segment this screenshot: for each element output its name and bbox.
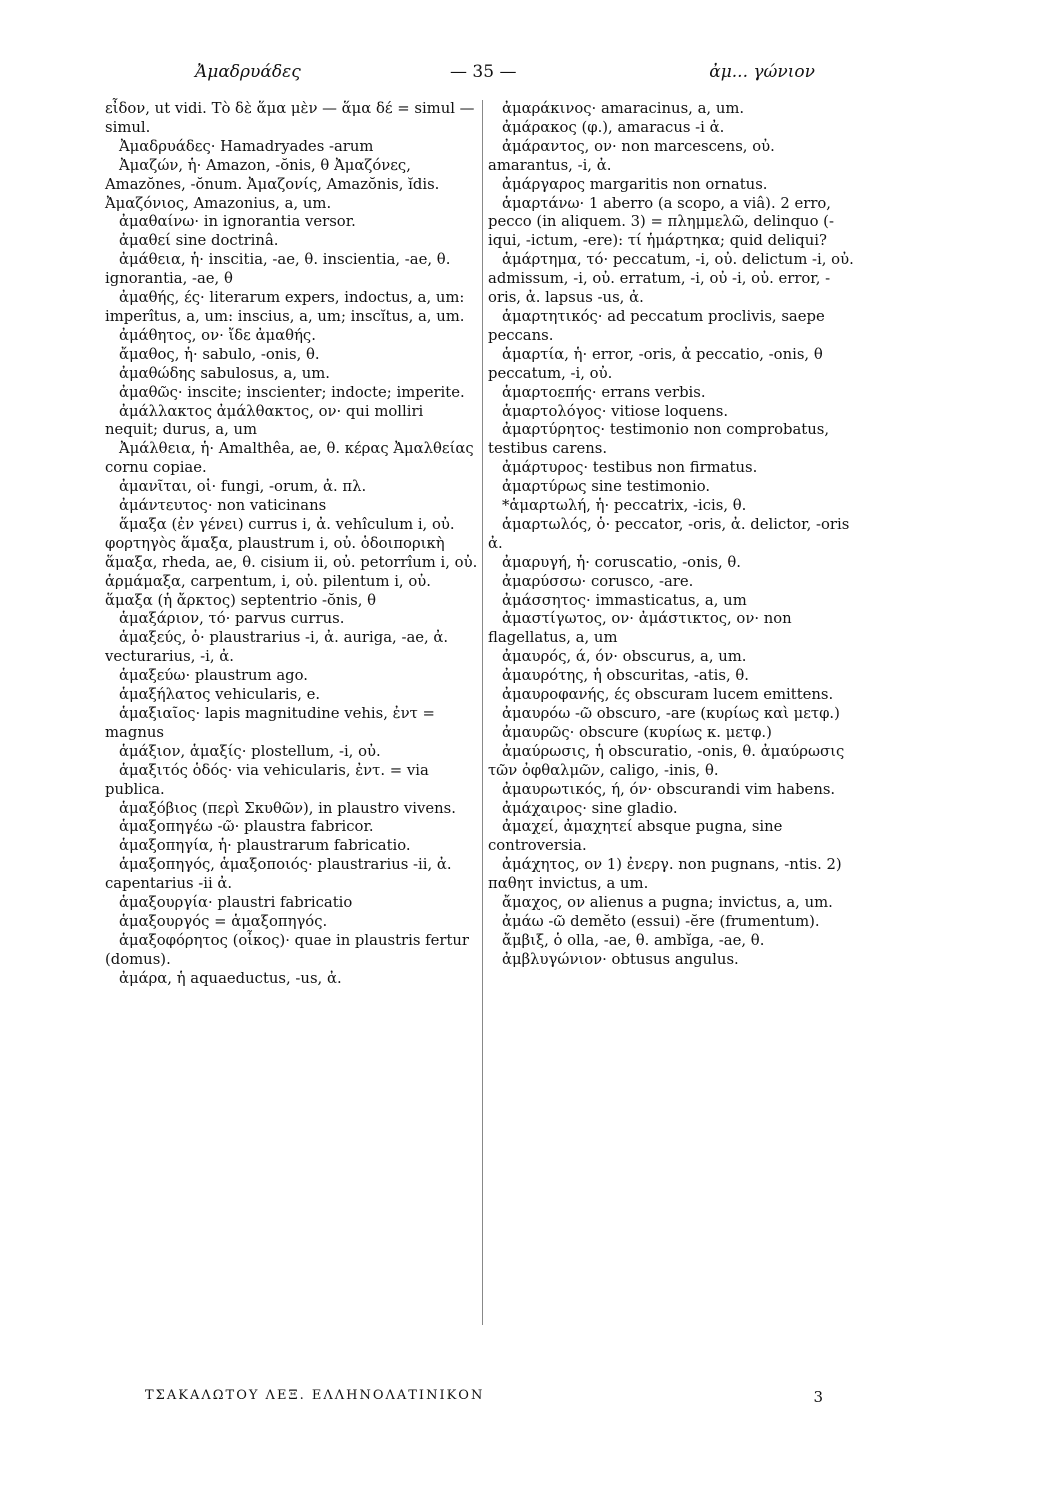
page-number: — 35 — [450, 62, 517, 82]
dictionary-entry: ἀμαθώδης sabulosus, a, um. [119, 364, 331, 382]
dictionary-entry: ἀμαθής, ές· literarum expers, indoctus, a, um: imperîtus, a, um: inscius, a, um; inscĭtus, a, um. [105, 289, 465, 325]
dictionary-entry: ἀμάργαρος margaritis non ornatus. [502, 175, 768, 193]
dictionary-entry: ἀμαθαίνω· in ignorantia versor. [119, 213, 356, 231]
dictionary-entry: ἀμάχαιρος· sine gladio. [502, 799, 678, 817]
dictionary-entry: ἁμάξιον, ἁμαξίς· plostellum, -i, οὐ. [119, 742, 381, 760]
dictionary-entry: ἁμαξόβιος (περὶ Σκυθῶν), in plaustro vivens. [119, 799, 456, 817]
dictionary-entry: ἁμαξουργός = ἁμαξοπηγός. [119, 912, 328, 930]
dictionary-entry: ἁμαξουργία· plaustri fabricatio [119, 894, 353, 912]
dictionary-entry: ἁμαξεύς, ὁ· plaustrarius -i, ἀ. auriga, -ae, ἀ. vecturarius, -i, ἀ. [105, 629, 449, 666]
dictionary-entry: ἁμαρτάνω· 1 aberro (a scopo, a viâ). 2 erro, pecco (in aliquem. 3) = πλημμελῶ, delinquo (-iqui, -ictum, -ere): τί ἡμάρτηκα; quid deliqui? [488, 194, 834, 250]
dictionary-entry: ἀμαράκινος· amaracinus, a, um. [502, 100, 745, 117]
dictionary-entry: ἀμάρακος (φ.), amaracus -i ἀ. [502, 118, 725, 136]
page-footer [145, 1388, 865, 1412]
dictionary-entry: ἀμανῖται, οἱ· fungi, -orum, ἀ. πλ. [119, 478, 367, 496]
dictionary-entry: ἀμάσσητος· immasticatus, a, um [502, 591, 747, 609]
dictionary-entry: ἁμάρτημα, τό· peccatum, -i, οὐ. delictum -i, οὐ. admissum, -i, οὐ. erratum, -i, οὐ -i, οὐ. error, -oris, ἀ. lapsus -us, ἀ. [488, 251, 854, 307]
dictionary-entry: ἀμαυρότης, ἡ obscuritas, -atis, θ. [502, 667, 749, 685]
dictionary-entry: ἀμαστίγωτος, ον· ἀμάστικτος, ον· non flagellatus, a, um [488, 610, 792, 647]
dictionary-entry: ἀμάραντος, ον· non marcescens, οὐ. amarantus, -i, ἀ. [488, 137, 775, 174]
dictionary-entry: ἀμαρυγή, ἡ· coruscatio, -onis, θ. [502, 553, 741, 571]
dictionary-entry: ἀμαρτύρως sine testimonio. [502, 478, 711, 496]
dictionary-entry: Ἀμαζών, ἡ· Amazon, -ŏnis, θ Ἀμαζόνες, Amazŏnes, -ŏnum. Ἀμαζονίς, Amazŏnis, ĭdis. Ἀμαζόνιος, Amazonius, a, um. [105, 156, 440, 212]
dictionary-entry: ἁμαξοπηγέω -ῶ· plaustra fabricor. [119, 818, 374, 836]
dictionary-entry: ἀμάλλακτος ἀμάλθακτος, ον· qui molliri nequit; durus, a, um [105, 402, 424, 439]
printer-signature: ΤΣΑΚΑΛΩΤΟΥ ΛΕΞ. ΕΛΛΗΝΟΛΑΤΙΝΙΚΟΝ [145, 1388, 485, 1403]
dictionary-entry: ἀμαχεί, ἀμαχητεί absque pugna, sine controversia. [488, 818, 783, 855]
dictionary-entry: ἁμαρτία, ἡ· error, -oris, ἀ peccatio, -onis, θ peccatum, -i, οὐ. [488, 345, 823, 382]
dictionary-entry: ἁμαξιτός ὁδός· via vehicularis, ἐντ. = via publica. [105, 761, 429, 798]
dictionary-entry: ἀμαρτύρητος· testimonio non comprobatus, testibus carens. [488, 421, 830, 458]
dictionary-entry: ἀμαυροφανής, ές obscuram lucem emittens. [502, 686, 834, 704]
dictionary-entry: ἀμάθεια, ἡ· inscitia, -ae, θ. inscientia, -ae, θ. ignorantia, -ae, θ [105, 251, 451, 288]
header-guide-word-right: ἀμ... γώνιον [709, 62, 815, 82]
dictionary-entry: ἄμαχος, ον alienus a pugna; invictus, a, um. [502, 894, 833, 912]
dictionary-entry: ἁμαρτολόγος· vitiose loquens. [502, 402, 729, 420]
dictionary-entry: ἀμάρτυρος· testibus non firmatus. [502, 459, 758, 477]
dictionary-entry: Ἀμάλθεια, ἡ· Amalthêa, ae, θ. κέρας Ἀμαλθείας cornu copiae. [105, 440, 474, 477]
dictionary-entry: ἁμαξοπηγία, ἡ· plaustrarum fabricatio. [119, 837, 411, 855]
dictionary-entry: ἀμαυρός, ά, όν· obscurus, a, um. [502, 648, 747, 666]
right-column [488, 100, 863, 970]
dictionary-entry: ἀμβλυγώνιον· obtusus angulus. [502, 950, 739, 968]
dictionary-entry: ἀμαθεί sine doctrinâ. [119, 232, 279, 250]
dictionary-entry: ἁμαρτωλός, ὁ· peccator, -oris, ἀ. delictor, -oris ἀ. [488, 515, 850, 552]
dictionary-entry: ἄμαθος, ἡ· sabulo, -onis, θ. [119, 345, 320, 363]
dictionary-entry: Ἀμαδρυάδες· Hamadryades -arum [119, 137, 374, 155]
dictionary-entry: ἁμαξάριον, τό· parvus currus. [119, 610, 345, 628]
dictionary-entry: ἁμαρτητικός· ad peccatum proclivis, saepe peccans. [488, 307, 825, 344]
column-divider [482, 100, 483, 1325]
dictionary-entry: ἀμαθῶς· inscite; inscienter; indocte; imperite. [119, 383, 465, 401]
dictionary-entry: *ἁμαρτωλή, ἡ· peccatrix, -icis, θ. [502, 497, 747, 515]
dictionary-entry: ἀμαυρωτικός, ή, όν· obscurandi vim habens. [502, 780, 836, 798]
dictionary-entry: ἁμαξοφόρητος (οἶκος)· quae in plaustris fertur (domus). [105, 931, 469, 968]
sheet-number: 3 [813, 1388, 825, 1406]
dictionary-entry: ἄμβιξ, ὁ olla, -ae, θ. ambĭga, -ae, θ. [502, 931, 765, 949]
dictionary-entry: ἀμάχητος, ον 1) ἐνεργ. non pugnans, -ntis. 2) παθητ invictus, a um. [488, 856, 842, 893]
dictionary-entry: ἀμαυρῶς· obscure (κυρίως κ. μετφ.) [502, 723, 772, 741]
dictionary-entry: εἶδον, ut vidi. Τὸ δὲ ἅμα μὲν — ἅμα δέ = simul — simul. [105, 100, 475, 136]
dictionary-entry: ἁμαξεύω· plaustrum ago. [119, 667, 308, 685]
header-guide-word-left: Ἀμαδρυάδες [195, 62, 301, 82]
dictionary-entry: ἀμάρα, ἡ aquaeductus, -us, ἀ. [119, 969, 342, 987]
dictionary-entry: ἀμάντευτος· non vaticinans [119, 497, 327, 515]
left-column [105, 100, 480, 989]
dictionary-entry: ἁμαξιαῖος· lapis magnitudine vehis, ἐντ = magnus [105, 705, 435, 741]
dictionary-entry: ἅμαξα (ἐν γένει) currus i, ἀ. vehîculum i, οὐ. φορτηγὸς ἅμαξα, plaustrum i, οὐ. ὁδοιπορικὴ ἅμαξα, rheda, ae, θ. cisium ii, οὐ. petorrîum i, οὐ. ἁρμάμαξα, carpentum, i, οὐ. pilentum i, οὐ. ἅμαξα (ἡ ἄρκτος) septentrio -ŏnis, θ [105, 515, 478, 609]
dictionary-entry: ἀμαύρωσις, ἡ obscuratio, -onis, θ. ἀμαύρωσις τῶν ὀφθαλμῶν, caligo, -inis, θ. [488, 742, 845, 779]
dictionary-entry: ἁμαξοπηγός, ἁμαξοποιός· plaustrarius -ii, ἀ. capentarius -ii ἀ. [105, 856, 452, 893]
dictionary-entry: ἁμαξήλατος vehicularis, e. [119, 686, 321, 704]
dictionary-entry: ἀμάω -ῶ demĕto (essui) -ĕre (frumentum). [502, 912, 820, 930]
dictionary-entry: ἀμάθητος, ον· ἴδε ἀμαθής. [119, 326, 316, 344]
dictionary-entry: ἀμαυρόω -ῶ obscuro, -are (κυρίως καὶ μετφ.) [502, 705, 840, 722]
page-header [195, 62, 815, 96]
dictionary-entry: ἁμαρτοεπής· errans verbis. [502, 383, 706, 401]
dictionary-entry: ἀμαρύσσω· corusco, -are. [502, 572, 694, 590]
